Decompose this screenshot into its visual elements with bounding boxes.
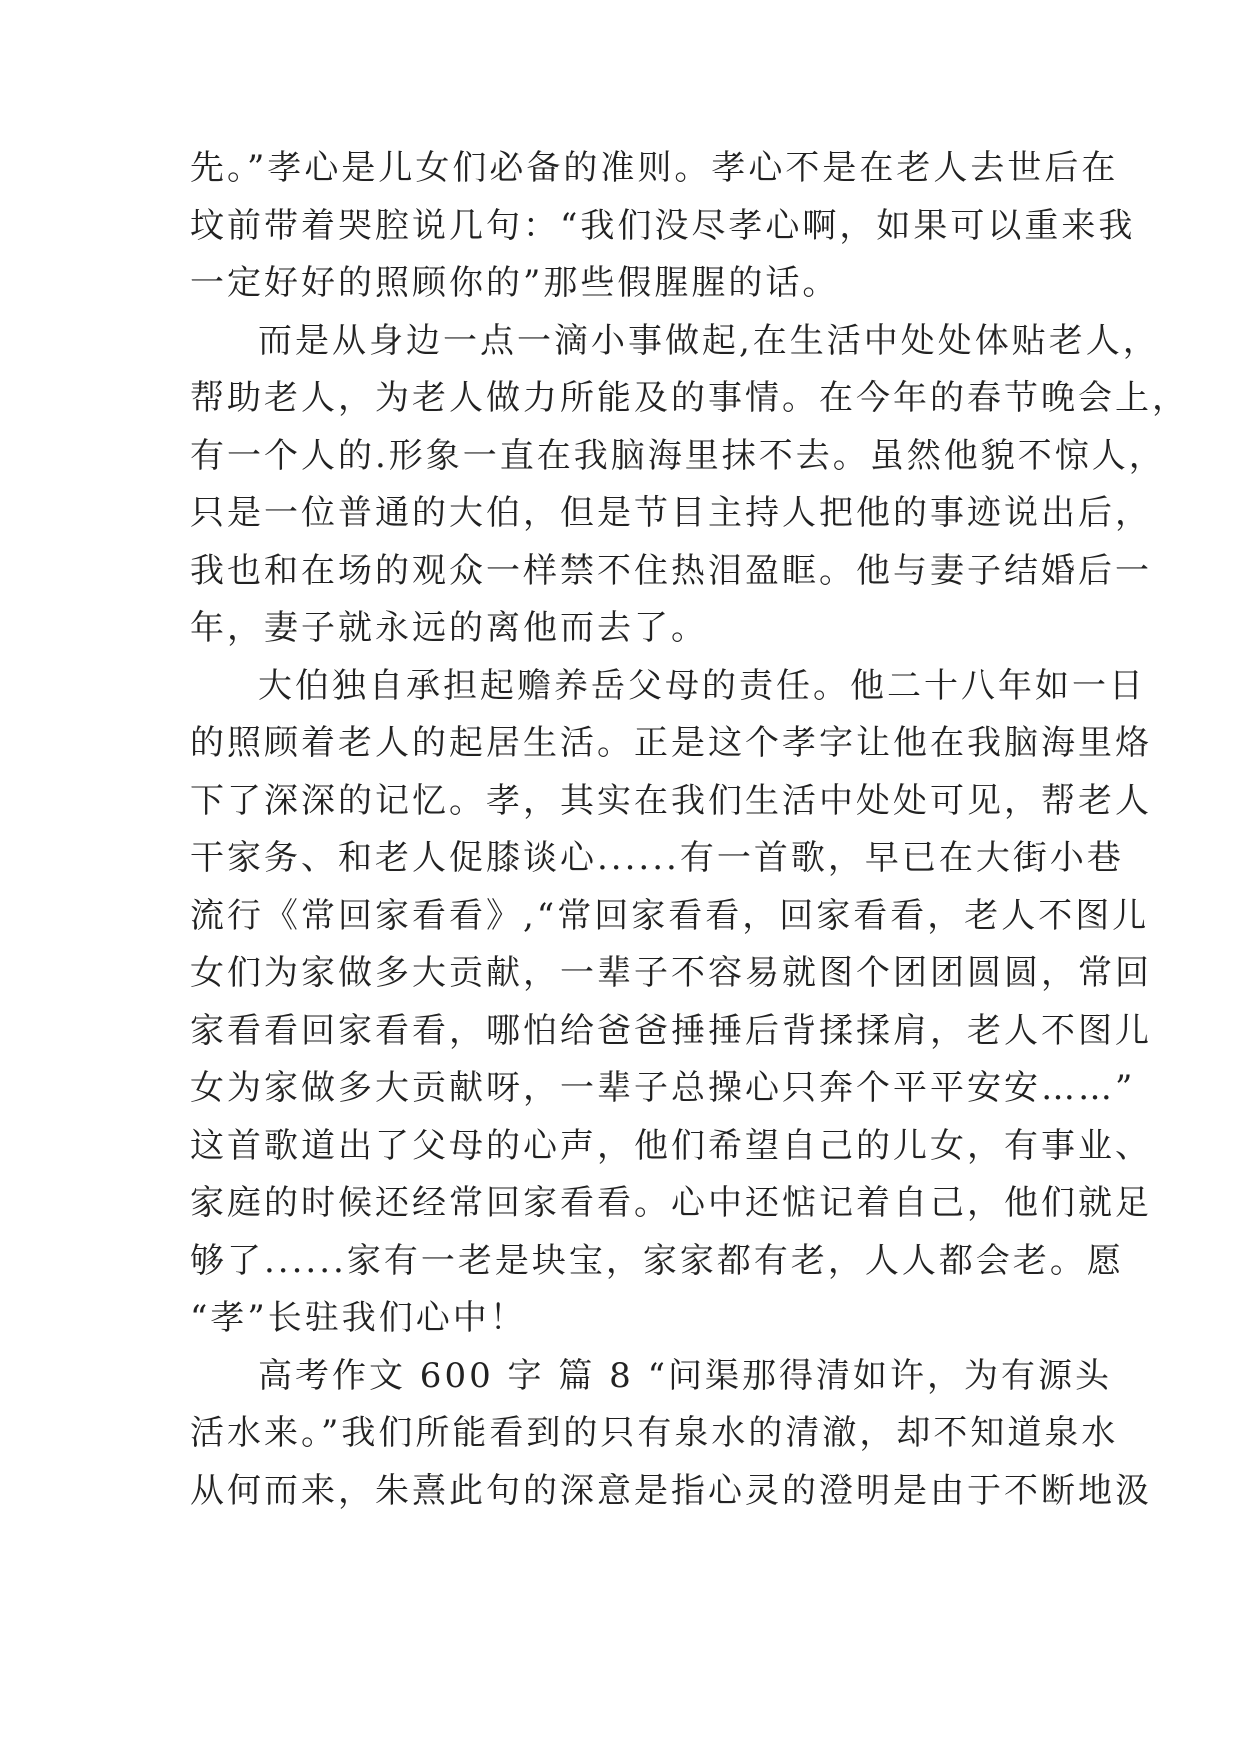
text-line: 只是一位普通的大伯，但是节目主持人把他的事迹说出后， — [190, 493, 1152, 533]
text-line: 女们为家做多大贡献，一辈子不容易就图个团团圆圆，常回 — [190, 953, 1152, 993]
text-line: 下了深深的记忆。孝，其实在我们生活中处处可见，帮老人 — [190, 780, 1152, 821]
text-line: 而是从身边一点一滴小事做起,在生活中处处体贴老人， — [258, 320, 1160, 361]
text-line: 够了......家有一老是块宝，家家都有老，人人都会老。愿 — [190, 1240, 1124, 1281]
text-line: 家庭的时候还经常回家看看。心中还惦记着自己，他们就足 — [190, 1183, 1152, 1223]
text-line: 干家务、和老人促膝谈心......有一首歌，早已在大街小巷 — [190, 838, 1124, 878]
text-line: 的照顾着老人的起居生活。正是这个孝字让他在我脑海里烙 — [190, 723, 1152, 763]
body-text — [190, 140, 1189, 1520]
text-line: 活水来。”我们所能看到的只有泉水的清澈，却不知道泉水 — [190, 1413, 1119, 1453]
text-line: 坟前带着哭腔说几句：“我们没尽孝心啊，如果可以重来我 — [190, 205, 1136, 246]
text-line: 高考作文 600 字 篇 8 “问渠那得清如许，为有源头 — [258, 1355, 1112, 1396]
text-line: 有一个人的.形象一直在我脑海里抹不去。虽然他貌不惊人， — [190, 435, 1166, 476]
text-line: 女为家做多大贡献呀，一辈子总操心只奔个平平安安……” — [190, 1068, 1136, 1108]
text-line: 大伯独自承担起赡养岳父母的责任。他二十八年如一日 — [258, 665, 1146, 706]
text-line: 家看看回家看看，哪怕给爸爸捶捶后背揉揉肩，老人不图儿 — [190, 1010, 1152, 1051]
text-line: 我也和在场的观众一样禁不住热泪盈眶。他与妻子结婚后一 — [190, 550, 1152, 591]
text-line: 从何而来，朱熹此句的深意是指心灵的澄明是由于不断地汲 — [190, 1470, 1152, 1511]
text-line: 先。”孝心是儿女们必备的准则。孝心不是在老人去世后在 — [190, 148, 1119, 188]
text-line: 一定好好的照顾你的”那些假腥腥的话。 — [190, 263, 840, 303]
text-line: 年，妻子就永远的离他而去了。 — [190, 608, 708, 648]
text-line: “孝”长驻我们心中！ — [190, 1298, 527, 1338]
text-line: 帮助老人，为老人做力所能及的事情。在今年的春节晚会上， — [190, 378, 1189, 418]
text-line: 这首歌道出了父母的心声，他们希望自己的儿女，有事业、 — [190, 1125, 1152, 1166]
text-line: 流行《常回家看看》,“常回家看看，回家看看，老人不图儿 — [190, 895, 1150, 936]
